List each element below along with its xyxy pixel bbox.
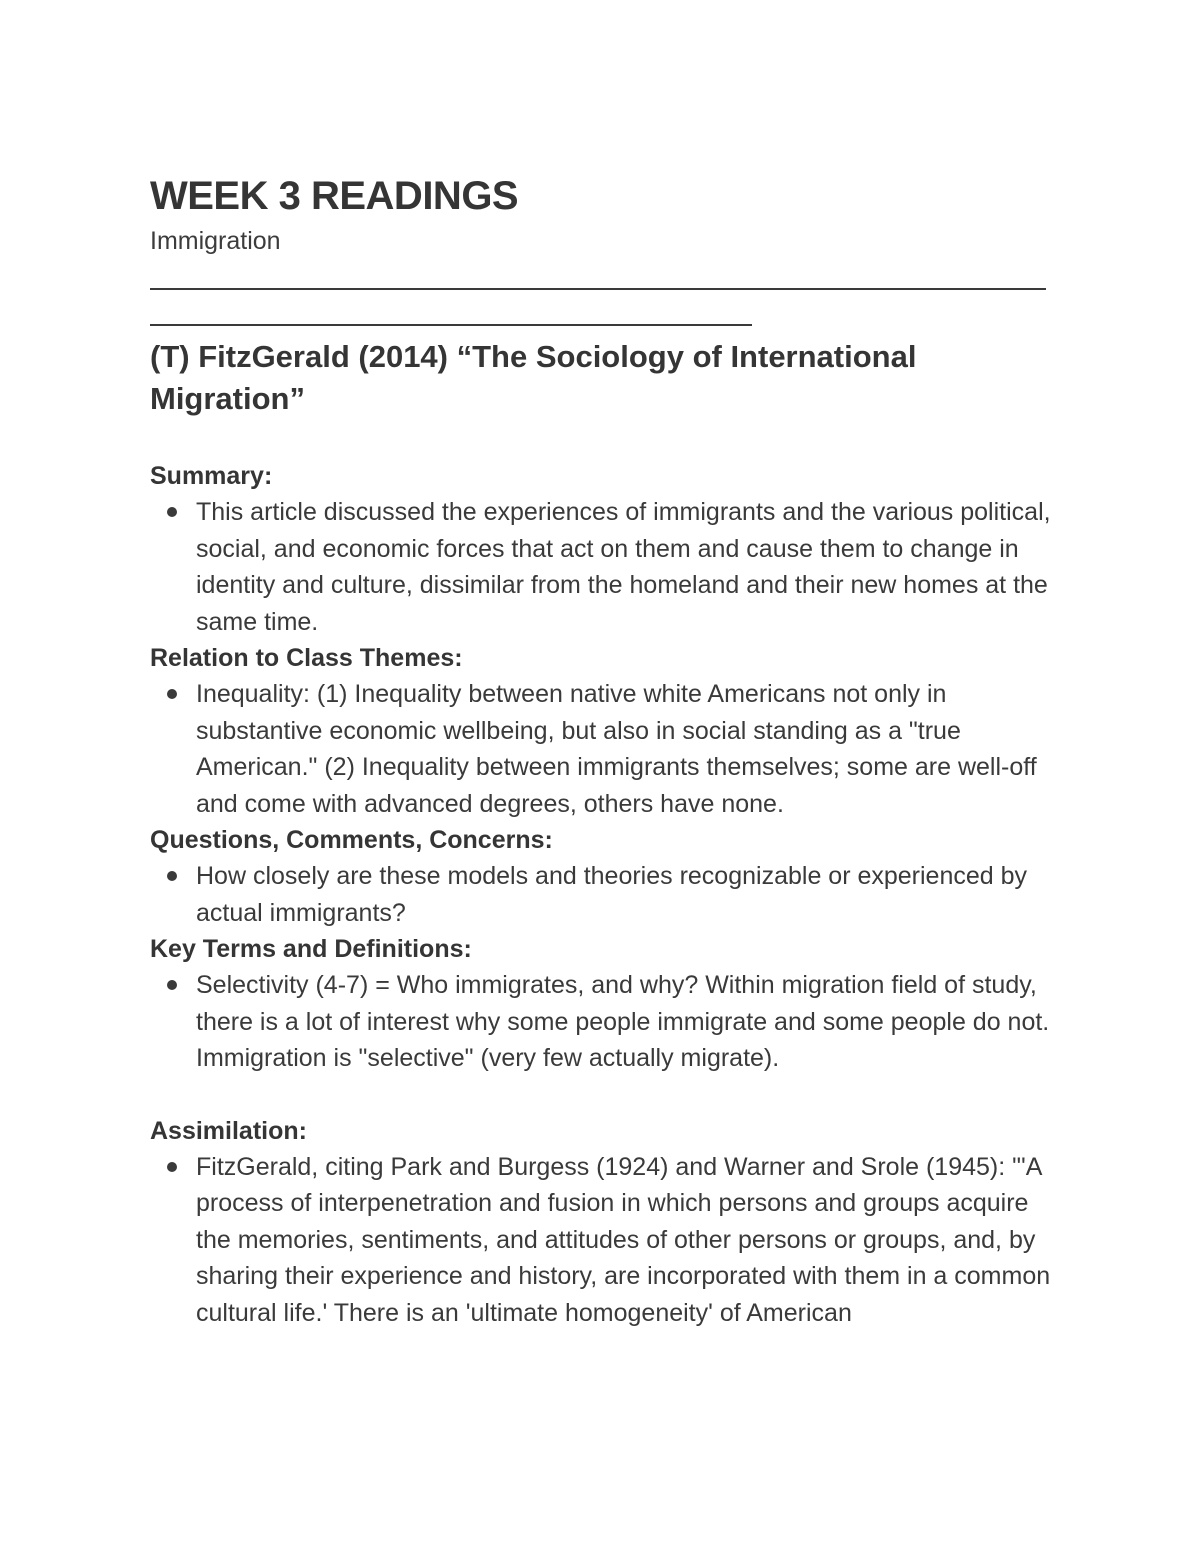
section-assimilation <box>150 1113 1050 1332</box>
horizontal-rule <box>150 288 1046 290</box>
reading-title: (T) FitzGerald (2014) “The Sociology of International Migration” <box>150 339 917 416</box>
document-subtitle: Immigration <box>150 227 281 255</box>
horizontal-rule-short <box>150 324 752 326</box>
document-page <box>150 172 1050 1331</box>
bullet-list <box>150 858 1050 931</box>
list-item-text: How closely are these models and theories recognizable or experienced by actual immigrants? <box>196 862 1028 927</box>
bullet-list <box>150 1149 1050 1332</box>
bullet-list <box>150 967 1050 1077</box>
list-item <box>150 858 1052 931</box>
document-title: WEEK 3 READINGS <box>150 174 519 218</box>
section-heading: Relation to Class Themes: <box>150 644 463 672</box>
bullet-icon <box>167 1162 177 1172</box>
list-item-text: Selectivity (4-7) = Who immigrates, and why? Within migration field of study, there is a lot of interest why some people immigrate and some people do not. Immigration is "selective" (very few actually migrate). <box>196 971 1050 1072</box>
bullet-list <box>150 494 1050 640</box>
list-item <box>150 967 1052 1077</box>
list-item <box>150 676 1052 822</box>
section-heading: Summary: <box>150 462 273 490</box>
section-summary <box>150 458 1050 640</box>
section-heading: Key Terms and Definitions: <box>150 935 472 963</box>
list-item <box>150 1149 1052 1332</box>
section-questions <box>150 822 1050 931</box>
section-class-themes <box>150 640 1050 822</box>
bullet-icon <box>167 689 177 699</box>
bullet-icon <box>167 871 177 881</box>
list-item-text: Inequality: (1) Inequality between native white Americans not only in substantive economic wellbeing, but also in social standing as a "true American." (2) Inequality between immigrants themselves; some are well-off and come with advanced degrees, others have none. <box>196 680 1037 818</box>
list-item-text: This article discussed the experiences of immigrants and the various political, social, and economic forces that act on them and cause them to change in identity and culture, dissimilar from the homeland and their new homes at the same time. <box>196 498 1051 636</box>
bullet-icon <box>167 980 177 990</box>
bullet-icon <box>167 507 177 517</box>
section-key-terms <box>150 931 1050 1077</box>
list-item <box>150 494 1052 640</box>
list-item-text: FitzGerald, citing Park and Burgess (1924) and Warner and Srole (1945): "'A process of interpenetration and fusion in which persons and groups acquire the memories, sentiments, and attitudes of other persons or groups, and, by sharing their experience and history, are incorporated with them in a common cultural life.' There is an 'ultimate homogeneity' of American <box>196 1152 1051 1327</box>
bullet-list <box>150 676 1050 822</box>
section-heading: Questions, Comments, Concerns: <box>150 826 553 854</box>
section-heading: Assimilation: <box>150 1116 307 1145</box>
